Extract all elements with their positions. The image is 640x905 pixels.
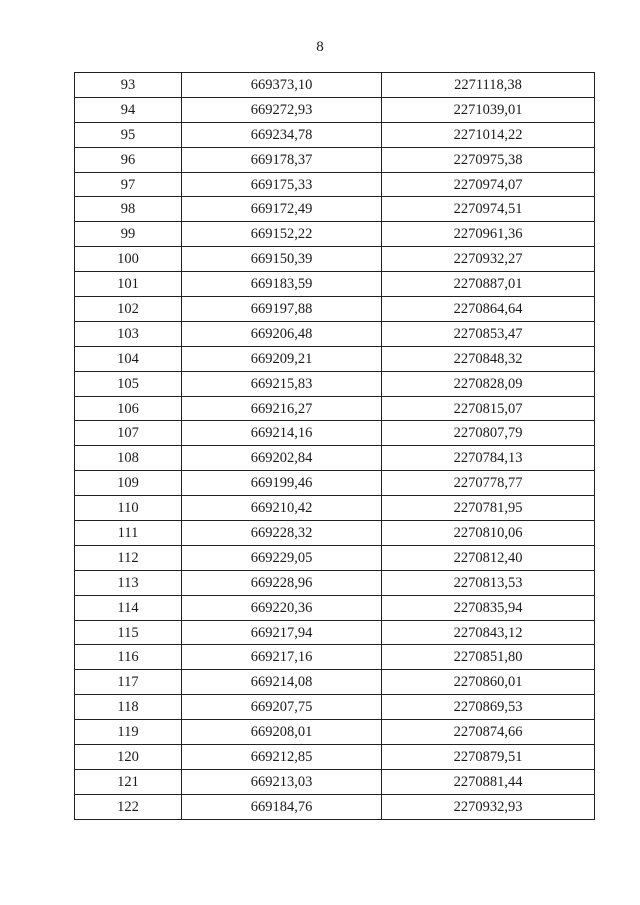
x-coordinate-cell: 669220,36 — [182, 595, 382, 620]
point-number-cell: 112 — [75, 545, 182, 570]
point-number-cell: 101 — [75, 272, 182, 297]
table-row — [75, 346, 595, 371]
point-number-cell: 121 — [75, 769, 182, 794]
y-coordinate-cell: 2270851,80 — [382, 645, 595, 670]
y-coordinate-cell: 2270869,53 — [382, 695, 595, 720]
y-coordinate-cell: 2271014,22 — [382, 122, 595, 147]
table-row — [75, 471, 595, 496]
coordinates-table-body — [75, 73, 595, 820]
y-coordinate-cell: 2270874,66 — [382, 720, 595, 745]
x-coordinate-cell: 669228,32 — [182, 521, 382, 546]
x-coordinate-cell: 669199,46 — [182, 471, 382, 496]
y-coordinate-cell: 2270961,36 — [382, 222, 595, 247]
page-number: 8 — [316, 39, 324, 55]
table-row — [75, 222, 595, 247]
point-number-cell: 122 — [75, 794, 182, 819]
y-coordinate-cell: 2270879,51 — [382, 745, 595, 770]
x-coordinate-cell: 669172,49 — [182, 197, 382, 222]
point-number-cell: 115 — [75, 620, 182, 645]
table-row — [75, 496, 595, 521]
x-coordinate-cell: 669214,08 — [182, 670, 382, 695]
y-coordinate-cell: 2271118,38 — [382, 73, 595, 98]
coordinates-table — [74, 72, 595, 820]
y-coordinate-cell: 2270853,47 — [382, 321, 595, 346]
y-coordinate-cell: 2270784,13 — [382, 446, 595, 471]
x-coordinate-cell: 669212,85 — [182, 745, 382, 770]
y-coordinate-cell: 2270815,07 — [382, 396, 595, 421]
x-coordinate-cell: 669373,10 — [182, 73, 382, 98]
table-row — [75, 595, 595, 620]
point-number-cell: 97 — [75, 172, 182, 197]
y-coordinate-cell: 2270887,01 — [382, 272, 595, 297]
point-number-cell: 102 — [75, 297, 182, 322]
table-row — [75, 695, 595, 720]
table-row — [75, 720, 595, 745]
y-coordinate-cell: 2270843,12 — [382, 620, 595, 645]
table-row — [75, 446, 595, 471]
x-coordinate-cell: 669229,05 — [182, 545, 382, 570]
point-number-cell: 111 — [75, 521, 182, 546]
point-number-cell: 93 — [75, 73, 182, 98]
x-coordinate-cell: 669228,96 — [182, 570, 382, 595]
x-coordinate-cell: 669217,94 — [182, 620, 382, 645]
y-coordinate-cell: 2270974,07 — [382, 172, 595, 197]
point-number-cell: 95 — [75, 122, 182, 147]
y-coordinate-cell: 2270810,06 — [382, 521, 595, 546]
table-row — [75, 794, 595, 819]
table-row — [75, 521, 595, 546]
y-coordinate-cell: 2270781,95 — [382, 496, 595, 521]
point-number-cell: 98 — [75, 197, 182, 222]
x-coordinate-cell: 669217,16 — [182, 645, 382, 670]
table-row — [75, 620, 595, 645]
x-coordinate-cell: 669213,03 — [182, 769, 382, 794]
table-row — [75, 371, 595, 396]
x-coordinate-cell: 669216,27 — [182, 396, 382, 421]
point-number-cell: 106 — [75, 396, 182, 421]
x-coordinate-cell: 669197,88 — [182, 297, 382, 322]
point-number-cell: 94 — [75, 97, 182, 122]
table-row — [75, 73, 595, 98]
point-number-cell: 103 — [75, 321, 182, 346]
x-coordinate-cell: 669178,37 — [182, 147, 382, 172]
y-coordinate-cell: 2270835,94 — [382, 595, 595, 620]
table-row — [75, 122, 595, 147]
table-row — [75, 421, 595, 446]
point-number-cell: 114 — [75, 595, 182, 620]
y-coordinate-cell: 2270864,64 — [382, 297, 595, 322]
y-coordinate-cell: 2270807,79 — [382, 421, 595, 446]
point-number-cell: 110 — [75, 496, 182, 521]
point-number-cell: 117 — [75, 670, 182, 695]
x-coordinate-cell: 669150,39 — [182, 247, 382, 272]
table-row — [75, 745, 595, 770]
x-coordinate-cell: 669152,22 — [182, 222, 382, 247]
y-coordinate-cell: 2270881,44 — [382, 769, 595, 794]
x-coordinate-cell: 669175,33 — [182, 172, 382, 197]
x-coordinate-cell: 669272,93 — [182, 97, 382, 122]
y-coordinate-cell: 2270778,77 — [382, 471, 595, 496]
table-row — [75, 172, 595, 197]
table-row — [75, 321, 595, 346]
y-coordinate-cell: 2271039,01 — [382, 97, 595, 122]
table-row — [75, 670, 595, 695]
y-coordinate-cell: 2270860,01 — [382, 670, 595, 695]
point-number-cell: 118 — [75, 695, 182, 720]
point-number-cell: 96 — [75, 147, 182, 172]
point-number-cell: 108 — [75, 446, 182, 471]
table-row — [75, 272, 595, 297]
y-coordinate-cell: 2270975,38 — [382, 147, 595, 172]
y-coordinate-cell: 2270812,40 — [382, 545, 595, 570]
point-number-cell: 119 — [75, 720, 182, 745]
point-number-cell: 107 — [75, 421, 182, 446]
table-row — [75, 147, 595, 172]
y-coordinate-cell: 2270813,53 — [382, 570, 595, 595]
point-number-cell: 99 — [75, 222, 182, 247]
x-coordinate-cell: 669202,84 — [182, 446, 382, 471]
table-row — [75, 247, 595, 272]
x-coordinate-cell: 669209,21 — [182, 346, 382, 371]
point-number-cell: 105 — [75, 371, 182, 396]
point-number-cell: 113 — [75, 570, 182, 595]
x-coordinate-cell: 669206,48 — [182, 321, 382, 346]
table-row — [75, 570, 595, 595]
x-coordinate-cell: 669183,59 — [182, 272, 382, 297]
table-row — [75, 545, 595, 570]
x-coordinate-cell: 669234,78 — [182, 122, 382, 147]
point-number-cell: 109 — [75, 471, 182, 496]
table-row — [75, 297, 595, 322]
point-number-cell: 100 — [75, 247, 182, 272]
point-number-cell: 104 — [75, 346, 182, 371]
y-coordinate-cell: 2270974,51 — [382, 197, 595, 222]
x-coordinate-cell: 669207,75 — [182, 695, 382, 720]
y-coordinate-cell: 2270932,93 — [382, 794, 595, 819]
x-coordinate-cell: 669215,83 — [182, 371, 382, 396]
x-coordinate-cell: 669184,76 — [182, 794, 382, 819]
table-row — [75, 645, 595, 670]
y-coordinate-cell: 2270932,27 — [382, 247, 595, 272]
table-row — [75, 197, 595, 222]
y-coordinate-cell: 2270848,32 — [382, 346, 595, 371]
table-row — [75, 769, 595, 794]
y-coordinate-cell: 2270828,09 — [382, 371, 595, 396]
table-row — [75, 97, 595, 122]
x-coordinate-cell: 669214,16 — [182, 421, 382, 446]
point-number-cell: 116 — [75, 645, 182, 670]
table-row — [75, 396, 595, 421]
x-coordinate-cell: 669208,01 — [182, 720, 382, 745]
x-coordinate-cell: 669210,42 — [182, 496, 382, 521]
point-number-cell: 120 — [75, 745, 182, 770]
